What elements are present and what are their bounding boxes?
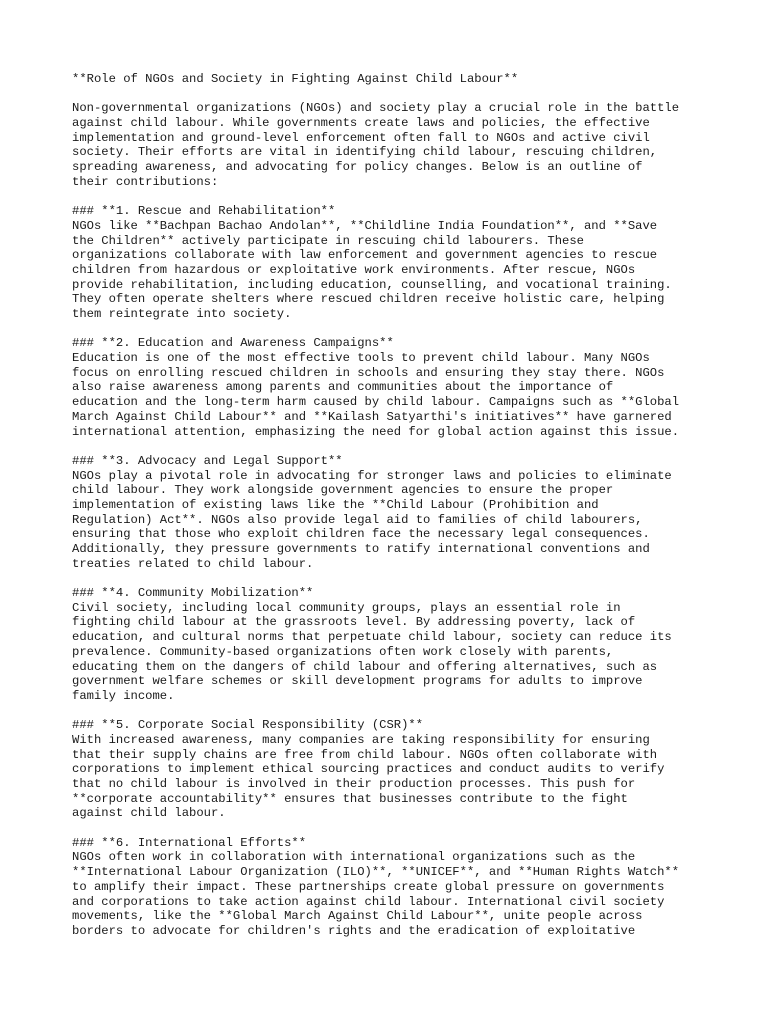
text-line: provide rehabilitation, including education, counselling, and vocational training. <box>72 277 672 292</box>
text-line: them reintegrate into society. <box>72 307 292 321</box>
text-line: their contributions: <box>72 174 219 189</box>
spacer <box>72 704 712 719</box>
section-rescue-rehabilitation <box>72 204 712 322</box>
section-heading: ### **4. Community Mobilization** <box>72 586 314 601</box>
text-line: **International Labour Organization (ILO)**, **UNICEF**, and **Human Rights Watch** <box>72 865 680 880</box>
text-line: that no child labour is involved in their production processes. This push for <box>72 777 636 791</box>
text-line: **corporate accountability** ensures that businesses contribute to the fight <box>72 791 628 806</box>
section-heading: ### **1. Rescue and Rehabilitation** <box>72 204 336 219</box>
spacer <box>72 821 712 836</box>
text-line: children from hazardous or exploitative work environments. After rescue, NGOs <box>72 262 636 277</box>
spacer <box>72 322 712 337</box>
text-line: Education is one of the most effective tools to prevent child labour. Many NGOs <box>72 351 650 366</box>
section-education-awareness <box>72 336 712 439</box>
text-line: against child labour. While governments create laws and policies, the effective <box>72 116 650 131</box>
section-heading: ### **5. Corporate Social Responsibility (CSR)** <box>72 718 424 733</box>
text-line: spreading awareness, and advocating for policy changes. Below is an outline of <box>72 160 643 175</box>
section-heading: ### **6. International Efforts** <box>72 835 307 850</box>
text-line: corporations to implement ethical sourcing practices and conduct audits to verify <box>72 762 665 777</box>
section-heading: ### **3. Advocacy and Legal Support** <box>72 453 343 468</box>
text-line: international attention, emphasizing the need for global action against this issue. <box>72 424 680 439</box>
text-line: prevalence. Community-based organizations often work closely with parents, <box>72 644 614 659</box>
text-line: Civil society, including local community groups, plays an essential role in <box>72 600 621 615</box>
spacer <box>72 190 712 205</box>
text-line: society. Their efforts are vital in identifying child labour, rescuing children, <box>72 145 658 160</box>
text-line: With increased awareness, many companies are taking responsibility for ensuring <box>72 732 650 747</box>
text-line: also raise awareness among parents and communities about the importance of <box>72 380 614 395</box>
spacer <box>72 87 712 102</box>
text-line: They often operate shelters where rescued children receive holistic care, helping <box>72 292 665 307</box>
text-line: fighting child labour at the grassroots level. By addressing poverty, lack of <box>72 615 636 630</box>
text-line: borders to advocate for children's rights and the eradication of exploitative <box>72 923 636 938</box>
text-line: Non-governmental organizations (NGOs) and society play a crucial role in the battle <box>72 101 680 116</box>
text-line: movements, like the **Global March Against Child Labour**, unite people across <box>72 909 643 924</box>
text-line: government welfare schemes or skill development programs for adults to improve <box>72 674 643 689</box>
text-line: education, and cultural norms that perpetuate child labour, society can reduce its <box>72 630 672 645</box>
text-line: the Children** actively participate in rescuing child labourers. These <box>72 233 584 248</box>
text-line: to amplify their impact. These partnerships create global pressure on governments <box>72 879 665 894</box>
text-line: NGOs play a pivotal role in advocating for stronger laws and policies to eliminate <box>72 468 672 483</box>
section-community-mobilization <box>72 586 712 704</box>
text-line: Regulation) Act**. NGOs also provide legal aid to families of child labourers, <box>72 512 643 527</box>
intro-paragraph <box>72 101 712 189</box>
text-line: ensuring that those who exploit children face the necessary legal consequences. <box>72 527 650 542</box>
text-line: implementation of existing laws like the **Child Labour (Prohibition and <box>72 497 599 512</box>
text-line: Additionally, they pressure governments to ratify international conventions and <box>72 542 650 556</box>
section-csr <box>72 718 712 821</box>
text-line: child labour. They work alongside government agencies to ensure the proper <box>72 483 614 498</box>
document-title: **Role of NGOs and Society in Fighting Against Child Labour** <box>72 72 519 86</box>
section-international-efforts <box>72 836 712 939</box>
section-heading: ### **2. Education and Awareness Campaigns** <box>72 336 394 351</box>
text-line: NGOs like **Bachpan Bachao Andolan**, **Childline India Foundation**, and **Save <box>72 218 658 233</box>
text-line: focus on enrolling rescued children in schools and ensuring they stay there. NGOs <box>72 365 665 380</box>
text-line: organizations collaborate with law enforcement and government agencies to rescue <box>72 248 658 263</box>
text-line: and corporations to take action against child labour. International civil society <box>72 894 665 909</box>
spacer <box>72 439 712 454</box>
section-advocacy-legal <box>72 454 712 572</box>
text-line: against child labour. <box>72 806 226 821</box>
text-line: that their supply chains are free from child labour. NGOs often collaborate with <box>72 747 658 762</box>
text-line: NGOs often work in collaboration with international organizations such as the <box>72 850 636 865</box>
text-line: education and the long-term harm caused by child labour. Campaigns such as **Global <box>72 395 680 410</box>
text-line: treaties related to child labour. <box>72 556 314 571</box>
text-line: educating them on the dangers of child labour and offering alternatives, such as <box>72 659 658 674</box>
text-line: family income. <box>72 688 175 703</box>
text-line: March Against Child Labour** and **Kailash Satyarthi's initiatives** have garnered <box>72 409 672 424</box>
document-page <box>72 72 712 939</box>
text-line: implementation and ground-level enforcement often fall to NGOs and active civil <box>72 130 650 145</box>
spacer <box>72 571 712 586</box>
